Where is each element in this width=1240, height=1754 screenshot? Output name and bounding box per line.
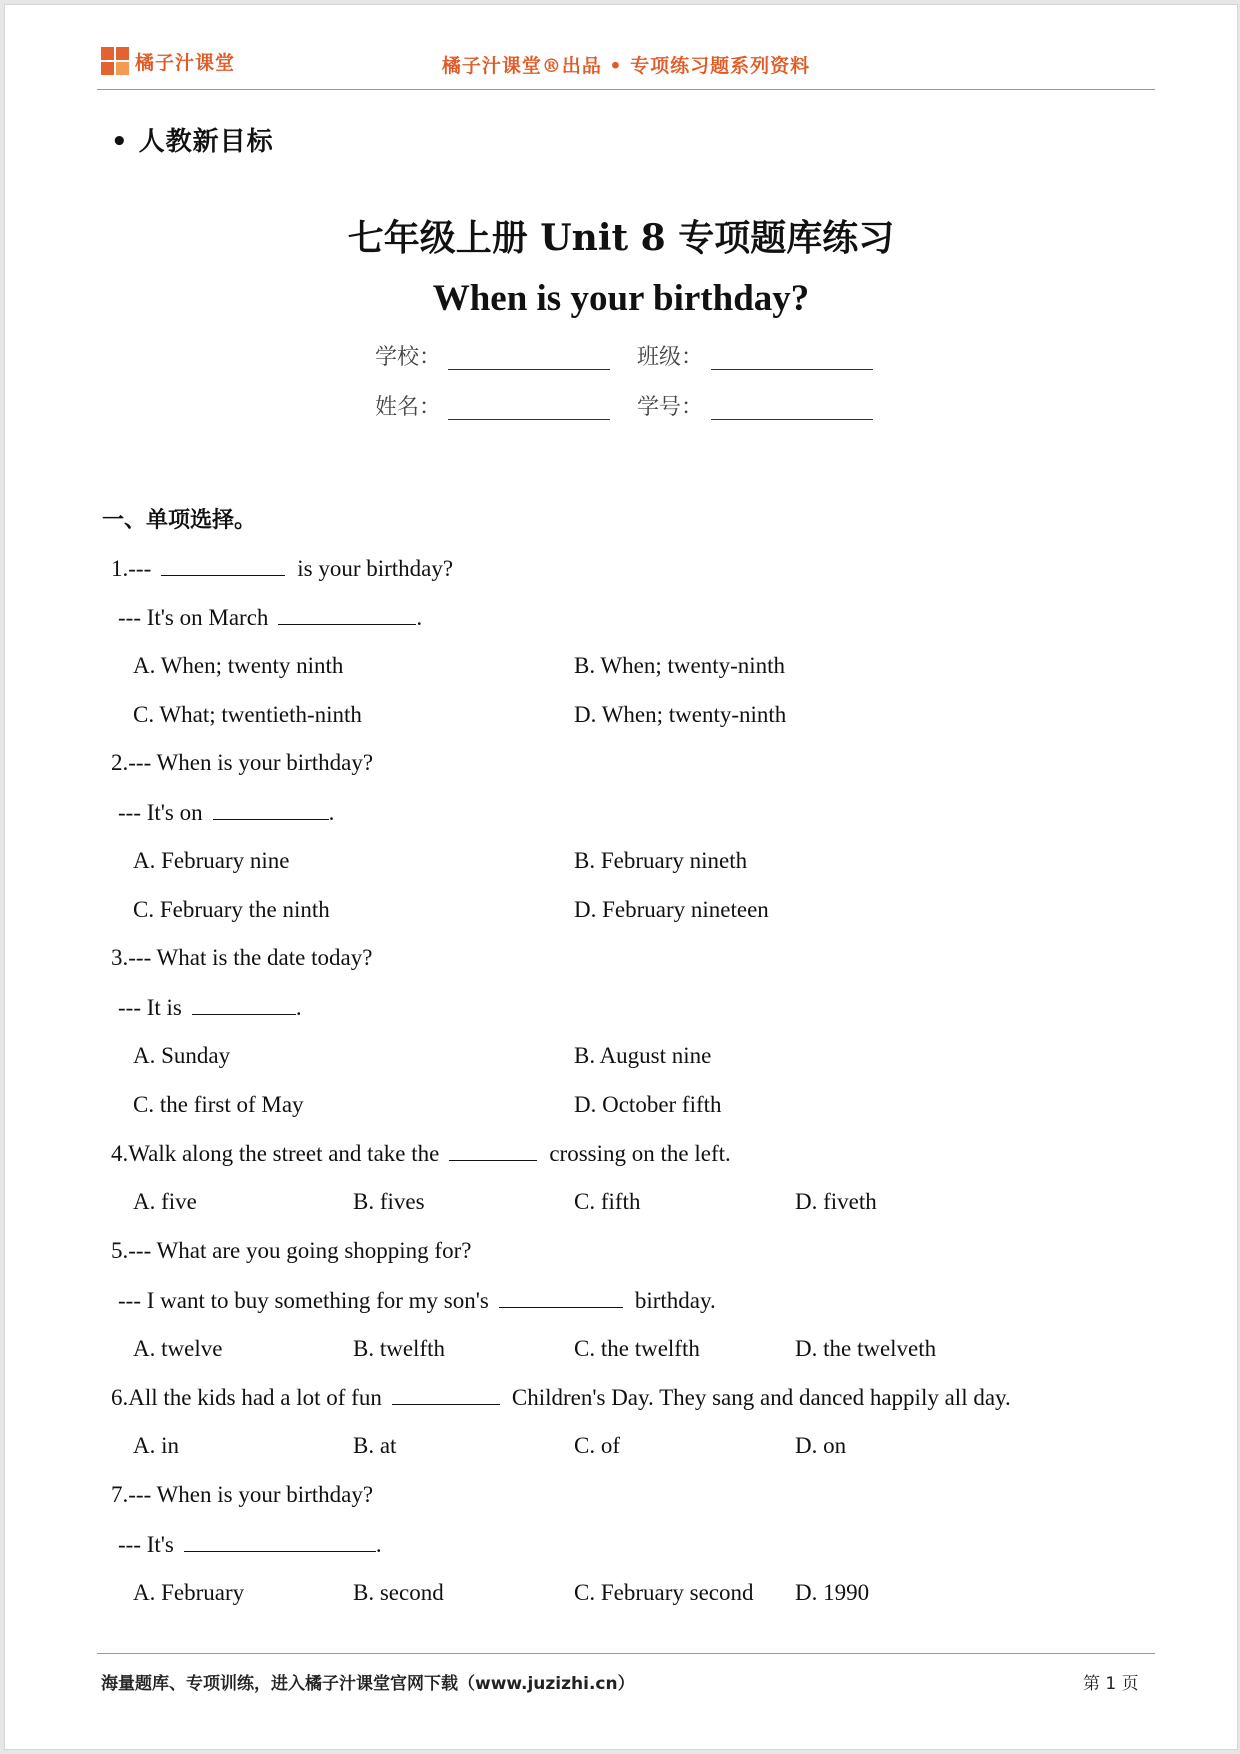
option-d[interactable]: D. the twelveth (795, 1336, 937, 1361)
question-3-stem: 3.--- What is the date today? (111, 945, 373, 970)
option-d[interactable]: D. 1990 (795, 1580, 870, 1605)
option-d[interactable]: D. When; twenty-ninth (574, 702, 787, 727)
option-b[interactable]: B. at (353, 1433, 397, 1458)
option-d[interactable]: D. October fifth (574, 1092, 722, 1117)
question-3-reply: --- It is . (118, 992, 302, 1023)
option-c[interactable]: C. the first of May (133, 1092, 304, 1117)
option-c[interactable]: C. February the ninth (133, 897, 330, 922)
number-field[interactable] (711, 419, 873, 420)
option-d[interactable]: D. on (795, 1433, 847, 1458)
option-d[interactable]: D. fiveth (795, 1189, 877, 1214)
brand-name: 橘子汁课堂 (135, 51, 236, 74)
footer-divider (97, 1653, 1155, 1654)
answer-blank[interactable] (184, 1529, 376, 1552)
page-number: 第 1 页 (1083, 1674, 1139, 1694)
option-b[interactable]: B. second (353, 1580, 444, 1605)
school-field[interactable] (448, 369, 610, 370)
answer-blank[interactable] (192, 992, 296, 1015)
question-7-stem: 7.--- When is your birthday? (111, 1482, 374, 1507)
page-title: 七年级上册 Unit 8 专项题库练习 (347, 217, 895, 259)
header-divider (97, 89, 1155, 90)
question-2-reply: --- It's on . (118, 797, 334, 828)
question-5-stem: 5.--- What are you going shopping for? (111, 1238, 472, 1263)
question-1-reply: --- It's on March . (118, 602, 422, 633)
question-5-reply: --- I want to buy something for my son's birthday. (118, 1285, 716, 1316)
option-c[interactable]: C. February second (574, 1580, 754, 1605)
question-1-stem: 1.--- is your birthday? (111, 553, 453, 584)
option-a[interactable]: A. When; twenty ninth (133, 653, 344, 678)
class-label: 班级： (637, 345, 704, 370)
option-b[interactable]: B. When; twenty-ninth (574, 653, 786, 678)
header-title: 橘子汁课堂®出品 • 专项练习题系列资料 (441, 55, 811, 77)
answer-blank[interactable] (213, 797, 329, 820)
page-header (97, 45, 1155, 89)
question-4-stem: 4.Walk along the street and take the crossing on the left. (111, 1138, 731, 1169)
class-field[interactable] (711, 369, 873, 370)
option-c[interactable]: C. fifth (574, 1189, 641, 1214)
option-d[interactable]: D. February nineteen (574, 897, 769, 922)
option-c[interactable]: C. What; twentieth-ninth (133, 702, 362, 727)
option-b[interactable]: B. February nineth (574, 848, 748, 873)
question-6-stem: 6.All the kids had a lot of fun Children's Day. They sang and danced happily all day. (111, 1382, 1011, 1413)
option-a[interactable]: A. five (133, 1189, 197, 1214)
option-c[interactable]: C. of (574, 1433, 620, 1458)
question-7-reply: --- It's . (118, 1529, 382, 1560)
section-heading: 一、单项选择。 (102, 508, 257, 533)
footer-text: 海量题库、专项训练，进入橘子汁课堂官网下载（www.juzizhi.cn） (101, 1674, 635, 1694)
answer-blank[interactable] (278, 602, 416, 625)
school-label: 学校： (375, 345, 442, 370)
option-a[interactable]: A. in (133, 1433, 179, 1458)
option-c[interactable]: C. the twelfth (574, 1336, 700, 1361)
option-b[interactable]: B. August nine (574, 1043, 712, 1068)
page (4, 4, 1238, 1750)
name-label: 姓名： (375, 395, 442, 420)
unit-subtitle: When is your birthday? (432, 278, 810, 319)
question-2-stem: 2.--- When is your birthday? (111, 750, 374, 775)
option-a[interactable]: A. February nine (133, 848, 290, 873)
textbook-series: • 人教新目标 (111, 127, 274, 157)
answer-blank[interactable] (499, 1285, 623, 1308)
answer-blank[interactable] (449, 1138, 537, 1161)
option-b[interactable]: B. twelfth (353, 1336, 445, 1361)
answer-blank[interactable] (392, 1382, 500, 1405)
option-a[interactable]: A. February (133, 1580, 245, 1605)
option-b[interactable]: B. fives (353, 1189, 425, 1214)
number-label: 学号： (637, 395, 704, 420)
option-a[interactable]: A. twelve (133, 1336, 223, 1361)
option-a[interactable]: A. Sunday (133, 1043, 231, 1068)
answer-blank[interactable] (161, 553, 285, 576)
name-field[interactable] (448, 419, 610, 420)
